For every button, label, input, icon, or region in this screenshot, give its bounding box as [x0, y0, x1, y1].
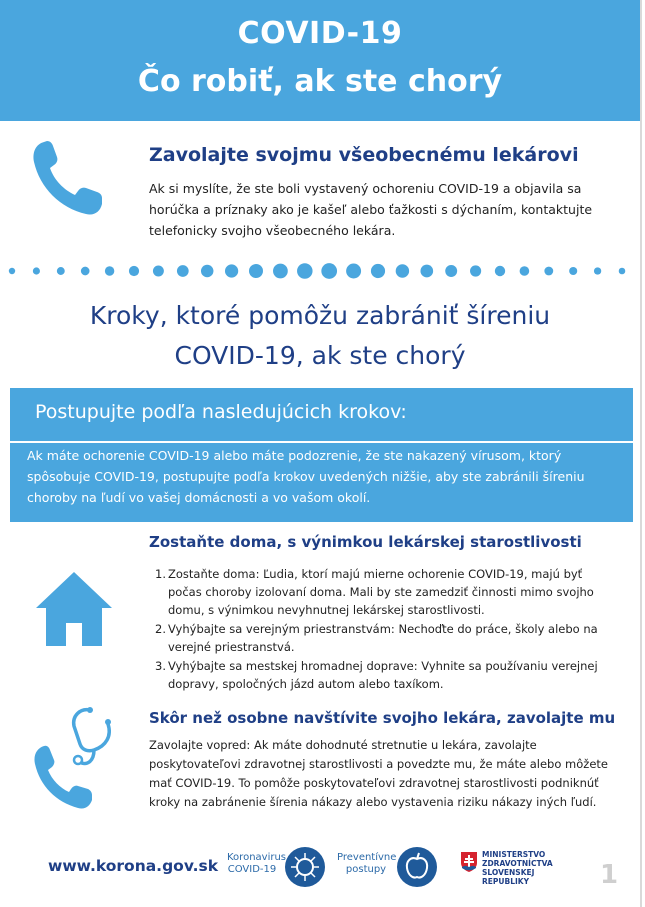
ministry-logo-text: MINISTERSTVO ZDRAVOTNÍCTVA SLOVENSKEJ REPUBLIKY	[482, 850, 553, 886]
page-number: 1	[600, 860, 619, 890]
section1-text: Ak si myslíte, že ste boli vystavený ochoreniu COVID-19 a objavila sa horúčka a príznaky ako je kašeľ alebo ťažkosti s dýchaním, kontaktujte telefonicky svojho všeobecného lekára.	[149, 181, 593, 238]
divider-dot	[273, 264, 288, 279]
divider-dot	[420, 265, 433, 278]
divider-dot	[81, 267, 90, 276]
dotted-divider	[0, 260, 640, 282]
website-link[interactable]: www.korona.gov.sk	[48, 857, 219, 875]
list-item-number: 3.	[155, 659, 166, 673]
divider-dot	[225, 264, 238, 277]
koronavirus-logo-text: Koronavirus COVID-19	[227, 852, 287, 875]
divider-dot	[445, 265, 457, 277]
header-title: COVID-19	[237, 16, 403, 51]
list-item	[155, 620, 615, 656]
list-item-number: 2.	[155, 622, 166, 636]
ministry-logo	[460, 849, 590, 889]
section1-title: Zavolajte svojmu všeobecnému lekárovi	[149, 144, 579, 166]
page-edge	[640, 0, 642, 907]
list-item-number: 1.	[155, 567, 166, 581]
list-item	[155, 657, 615, 693]
list-item	[155, 565, 615, 619]
divider-dot	[569, 267, 577, 275]
steps-box	[10, 388, 633, 522]
virus-icon	[283, 845, 327, 889]
list-item-text: Zostaňte doma: Ľudia, ktorí majú mierne ochorenie COVID-19, majú byť počas choroby izolovaní doma. Mali by ste zamedziť činnosti mimo svojho domu, s výnimkou nevyhnutnej lekárskej starostlivosti.	[168, 567, 594, 617]
divider-dot	[520, 266, 530, 276]
divider-dot	[297, 263, 313, 279]
divider-dot	[594, 267, 601, 274]
apple-icon	[395, 845, 439, 889]
steps-box-title: Postupujte podľa nasledujúcich krokov:	[35, 401, 407, 423]
main-title-line2: COVID-19, ak ste chorý	[174, 341, 466, 370]
steps-box-text: Ak máte ochorenie COVID-19 alebo máte podozrenie, že ste nakazený vírusom, ktorý spôsobuje COVID-19, postupujte podľa krokov uvedených nižšie, aby ste zabránili šíreniu choroby na ľudí vo vašej domácnosti a vo vašom okolí.	[27, 448, 585, 505]
divider-dot	[153, 266, 164, 277]
divider-dot	[470, 265, 481, 276]
divider-dot	[495, 266, 505, 276]
divider-dot	[321, 263, 337, 279]
main-title-line1: Kroky, ktoré pomôžu zabrániť šíreniu	[89, 301, 551, 330]
divider-dot	[371, 264, 385, 278]
list-item-text: Vyhýbajte sa mestskej hromadnej doprave: Vyhnite sa používaniu verejnej dopravy, spoločných jázd autom alebo taxíkom.	[168, 659, 598, 691]
steps-list	[155, 565, 615, 693]
divider-dot	[544, 267, 553, 276]
divider-dot	[33, 267, 40, 274]
home-icon	[34, 568, 114, 648]
divider-dot	[129, 266, 139, 276]
divider-dot	[201, 265, 213, 277]
divider-dot	[346, 264, 361, 279]
preventive-logo-text: Preventívne postupy	[337, 852, 397, 875]
divider-dot	[9, 268, 15, 274]
section3-text: Zavolajte vopred: Ak máte dohodnuté stretnutie u lekára, zavolajte poskytovateľovi zdravotnej starostlivosti a povedzte mu, že máte alebo môžete mať COVID-19. To pomôže poskytovateľovi zdravotnej starostlivosti podniknúť kroky na zabránenie šírenia nákazy alebo vystavenia riziku nákazy iných ľudí.	[149, 738, 608, 809]
section3-title: Skôr než osobne navštívite svojho lekára, zavolajte mu	[149, 709, 616, 727]
stethoscope-phone-icon	[30, 700, 120, 820]
divider-dot	[57, 267, 65, 275]
divider-dot	[177, 265, 189, 277]
header-banner	[0, 0, 640, 121]
header-subtitle: Čo robiť, ak ste chorý	[137, 64, 503, 99]
divider-dot	[249, 264, 263, 278]
divider-dot	[396, 264, 409, 277]
koronavirus-logo	[227, 843, 327, 891]
phone-icon	[30, 138, 104, 218]
divider-dot	[619, 268, 626, 275]
steps-box-panel	[10, 441, 633, 522]
section2-title: Zostaňte doma, s výnimkou lekárskej starostlivosti	[149, 533, 582, 551]
divider-dot	[105, 266, 114, 275]
preventive-logo	[337, 843, 441, 891]
list-item-text: Vyhýbajte sa verejným priestranstvám: Nechoďte do práce, školy alebo na verejné priestranstvá.	[168, 622, 598, 654]
slovak-coat-of-arms-icon	[460, 851, 478, 873]
